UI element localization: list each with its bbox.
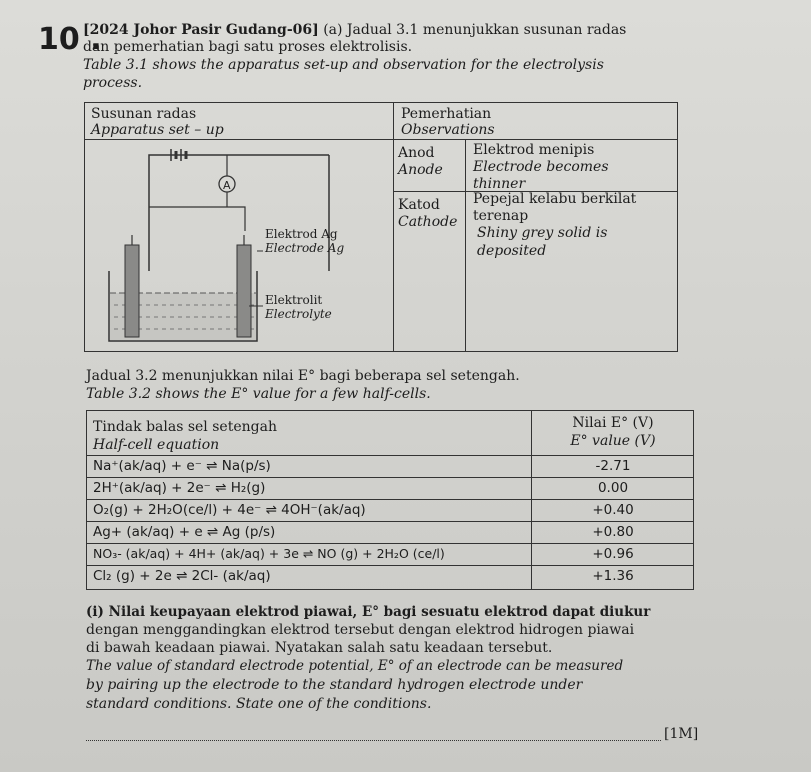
label-electrode-ms: Elektrod Ag <box>265 227 338 241</box>
t2-row-eq: Ag+ (ak/aq) + e ⇌ Ag (p/s) <box>93 524 276 540</box>
t1-header-apparatus-en: Apparatus set – up <box>91 122 224 138</box>
t1-header-apparatus-ms: Susunan radas <box>91 106 197 122</box>
cathode-obs-en-1: Shiny grey solid is <box>477 225 608 241</box>
t2-row-val: +0.96 <box>592 546 634 562</box>
table2-intro-ms <box>86 368 520 384</box>
answer-line[interactable] <box>86 740 661 741</box>
t2-header-val-ms: Nilai E° (V) <box>572 415 654 431</box>
question-source: [2024 Johor Pasir Gudang-06] <box>83 22 319 38</box>
anode-obs-en-2: thinner <box>473 176 526 192</box>
label-electrolyte-en: Electrolyte <box>265 307 332 321</box>
table2-intro-en <box>86 386 431 402</box>
t2-row-val: 0.00 <box>597 480 629 496</box>
t2-header-eq-en: Half-cell equation <box>93 437 220 453</box>
question-line-1 <box>83 22 626 38</box>
t1-header-obs-en: Observations <box>401 122 495 138</box>
t2-row-eq: Na⁺(ak/aq) + e⁻ ⇌ Na(p/s) <box>93 458 271 474</box>
t2-row-eq: 2H⁺(ak/aq) + 2e⁻ ⇌ H₂(g) <box>93 480 266 496</box>
part-i-en-2: by pairing up the electrode to the standard hydrogen electrode under <box>86 677 583 693</box>
cathode-ms: Katod <box>398 197 440 213</box>
anode-en: Anode <box>398 162 443 178</box>
table2-intro-ms-suffix: bagi beberapa sel setengah. <box>319 368 520 384</box>
ammeter-label: A <box>223 179 231 192</box>
part-i-ms-1: (i) Nilai keupayaan elektrod piawai, E° bagi sesuatu elektrod dapat diukur <box>86 604 651 620</box>
anode-ms: Anod <box>398 145 435 161</box>
table2-intro-en-prefix: Table 3.2 shows the <box>86 386 227 402</box>
part-a-ms-1: (a) Jadual 3.1 menunjukkan susunan radas <box>323 22 627 38</box>
t2-row-val: +0.40 <box>592 502 634 518</box>
cathode-obs-ms-1: Pepejal kelabu berkilat <box>473 191 637 207</box>
anode-obs-en-1: Electrode becomes <box>473 159 609 175</box>
part-a-en-1: Table 3.1 shows the apparatus set-up and observation for the electrolysis <box>83 57 604 73</box>
label-electrode-en: Electrode Ag <box>265 241 345 255</box>
question-number: 10 . <box>38 22 102 57</box>
t1-header-obs-ms: Pemerhatian <box>401 106 492 122</box>
table2-intro-en-suffix: E° value for a few half-cells. <box>231 386 431 402</box>
cathode-obs-en-2: deposited <box>477 243 547 259</box>
cathode-obs-ms-2: terenap <box>473 208 529 224</box>
table-3-2 <box>86 410 694 590</box>
cathode-en: Cathode <box>398 214 458 230</box>
part-i-marks: [1M] <box>664 726 699 742</box>
part-i-ms-2: dengan menggandingkan elektrod tersebut dengan elektrod hidrogen piawai <box>86 622 635 638</box>
t2-row-eq: NO₃- (ak/aq) + 4H+ (ak/aq) + 3e ⇌ NO (g) + 2H₂O (ce/l) <box>93 546 445 561</box>
part-i-en-1: The value of standard electrode potential, E° of an electrode can be measured <box>86 658 624 674</box>
t2-header-eq-ms: Tindak balas sel setengah <box>93 419 277 435</box>
part-a-ms-2: dan pemerhatian bagi satu proses elektrolisis. <box>83 39 413 55</box>
part-a-en-2: process. <box>83 75 143 91</box>
table-3-1 <box>84 102 678 352</box>
t2-row-val: +1.36 <box>592 568 634 584</box>
part-i-en-3: standard conditions. State one of the conditions. <box>86 696 432 712</box>
label-electrolyte-ms: Elektrolit <box>265 293 323 307</box>
t2-row-eq: O₂(g) + 2H₂O(ce/l) + 4e⁻ ⇌ 4OH⁻(ak/aq) <box>93 502 366 518</box>
t2-row-eq: Cl₂ (g) + 2e ⇌ 2Cl- (ak/aq) <box>93 568 271 584</box>
table2-intro-ms-prefix: Jadual 3.2 menunjukkan nilai E° <box>86 368 316 384</box>
t2-header-val-en: E° value (V) <box>570 433 656 449</box>
t2-row-val: +0.80 <box>592 524 634 540</box>
part-i-ms-3: di bawah keadaan piawai. Nyatakan salah satu keadaan tersebut. <box>86 640 553 656</box>
anode-obs-ms: Elektrod menipis <box>473 142 595 158</box>
t2-row-val: -2.71 <box>595 458 631 474</box>
